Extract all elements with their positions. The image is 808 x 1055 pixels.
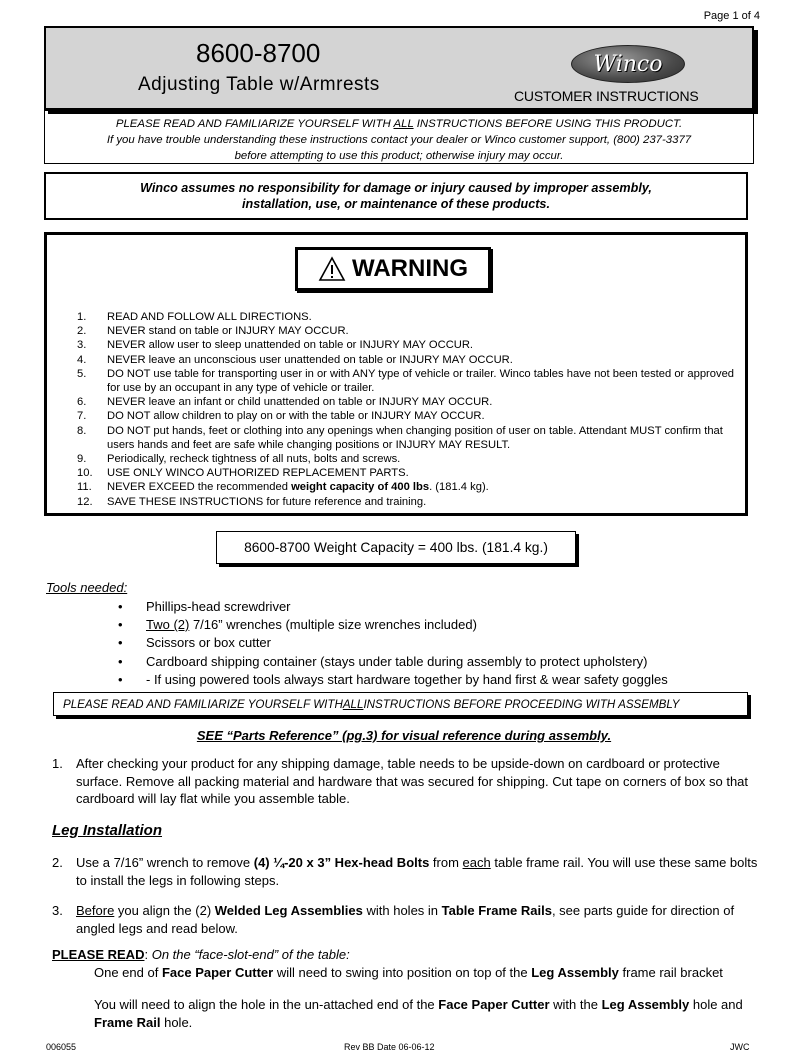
- notice-box: [44, 110, 754, 164]
- disclaimer-line-2: installation, use, or maintenance of these products.: [242, 197, 550, 211]
- notice-line-2: If you have trouble understanding these instructions contact your dealer or Winco customer support, (800) 237-3377: [106, 134, 692, 146]
- warning-list: [77, 310, 742, 509]
- disclaimer-box: [44, 172, 748, 220]
- bullet-icon: •: [118, 599, 123, 614]
- weight-capacity-box: 8600-8700 Weight Capacity = 400 lbs. (181.4 kg.): [216, 531, 576, 564]
- footer-doc-id: 006055: [46, 1042, 77, 1052]
- step-1: 1. After checking your product for any shipping damage, table needs to be upside-down on cardboard or protective surface. Remove all packing material and hardware that was secured for shipping. Cut tape on corners of box so that cardboard will lay flat while you assemble table.: [52, 756, 749, 806]
- warning-item: 1. READ AND FOLLOW ALL DIRECTIONS.: [77, 311, 312, 323]
- tools-list: [118, 598, 668, 689]
- doc-number: 8600-8700: [196, 38, 321, 68]
- bullet-icon: •: [118, 635, 123, 651]
- warning-item: 8. DO NOT put hands, feet or clothing into any openings when changing position of user on table. Attendant MUST confirm that users hands and feet are safe while changing positions or INJURY MAY RESULT.: [77, 424, 723, 451]
- bullet-icon: •: [118, 617, 123, 633]
- notice-line-1: PLEASE READ AND FAMILIARIZE YOURSELF WITH ALL INSTRUCTIONS BEFORE USING THIS PRODUCT.: [115, 118, 683, 130]
- warning-item: 10. USE ONLY WINCO AUTHORIZED REPLACEMENT PARTS.: [77, 467, 409, 480]
- warning-item: 5. DO NOT use table for transporting user in or with ANY type of vehicle or trailer. Winco tables have not been tested or approved for use by an occupant in any type of vehicle or trailer.: [77, 367, 735, 395]
- section-title-leg-installation: Leg Installation: [52, 822, 163, 839]
- read-instructions-banner: PLEASE READ AND FAMILIARIZE YOURSELF WITH ALL INSTRUCTIONS BEFORE PROCEEDING WITH ASSEMBLY: [53, 692, 748, 716]
- tools-title: Tools needed:: [46, 580, 128, 595]
- list-item: • Two (2) 7/16” wrenches (multiple size wrenches included): [118, 616, 668, 634]
- please-read-note: PLEASE READ: On the “face-slot-end” of the table:: [52, 947, 350, 962]
- doc-subtitle: Adjusting Table w/Armrests: [138, 74, 380, 95]
- notice-line-3: before attempting to use this product; otherwise injury may occur.: [234, 150, 564, 162]
- step-3: 3. Before you align the (2) Welded Leg Assemblies with holes in Table Frame Rails, see parts guide for direction of angled legs and read below.: [52, 903, 735, 936]
- paragraph-align-hole: You will need to align the hole in the un-attached end of the Face Paper Cutter with the Leg Assembly hole and Frame Rail hole.: [94, 997, 743, 1030]
- warning-item: 4. NEVER leave an unconscious user unattended on table or INJURY MAY OCCUR.: [77, 353, 513, 366]
- footer-revision: Rev BB Date 06-06-12: [344, 1042, 435, 1052]
- doc-type: CUSTOMER INSTRUCTIONS: [514, 88, 699, 104]
- list-item: • - If using powered tools always start hardware together by hand first & wear safety goggles: [118, 671, 668, 689]
- warning-item: 9. Periodically, recheck tightness of all nuts, bolts and screws.: [77, 453, 401, 466]
- warning-badge: [295, 247, 491, 291]
- warning-item: 2. NEVER stand on table or INJURY MAY OCCUR.: [77, 325, 349, 338]
- paragraph-face-paper-cutter: One end of Face Paper Cutter will need to swing into position on top of the Leg Assembly frame rail bracket: [94, 965, 723, 980]
- brand-logo: Winco: [571, 45, 685, 83]
- list-item: • Phillips-head screwdriver: [118, 598, 668, 616]
- footer-author: JWC: [730, 1042, 750, 1052]
- step-2: 2. Use a 7/16” wrench to remove (4) ¼-20 x 3” Hex-head Bolts from each table frame rail. You will use these same bolts to install the legs in following steps.: [52, 855, 758, 888]
- warning-item: 12. SAVE THESE INSTRUCTIONS for future reference and training.: [77, 495, 427, 508]
- warning-item: 3. NEVER allow user to sleep unattended on table or INJURY MAY OCCUR.: [77, 339, 474, 352]
- list-item: • Scissors or box cutter: [118, 634, 668, 652]
- warning-item: 7. DO NOT allow children to play on or with the table or INJURY MAY OCCUR.: [77, 410, 485, 423]
- disclaimer-line-1: Winco assumes no responsibility for damage or injury caused by improper assembly,: [140, 181, 652, 195]
- bullet-icon: •: [118, 653, 123, 669]
- warning-triangle-icon: [318, 256, 346, 282]
- warning-box: [44, 232, 748, 516]
- page-number: Page 1 of 4: [703, 10, 760, 22]
- warning-item: 6. NEVER leave an infant or child unattended on table or INJURY MAY OCCUR.: [77, 396, 493, 409]
- warning-item: 11. NEVER EXCEED the recommended weight capacity of 400 lbs. (181.4 kg).: [77, 481, 489, 494]
- list-item: • Cardboard shipping container (stays under table during assembly to protect upholstery): [118, 653, 668, 671]
- warning-title: WARNING: [352, 255, 468, 282]
- bullet-icon: •: [118, 671, 123, 687]
- parts-reference-note: SEE “Parts Reference” (pg.3) for visual reference during assembly.: [196, 728, 612, 743]
- header-box: [44, 26, 754, 110]
